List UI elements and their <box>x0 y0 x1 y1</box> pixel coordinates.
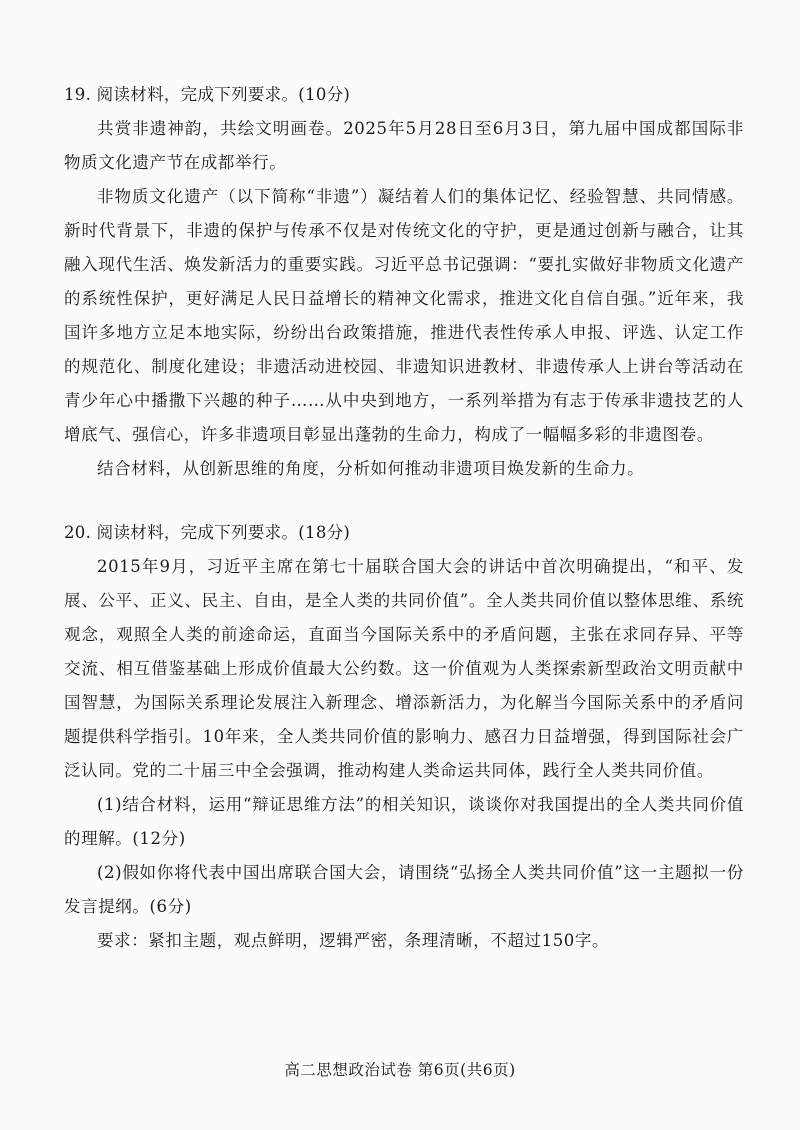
question-19-intro: 共赏非遗神韵，共绘文明画卷。2025年5月28日至6月3日，第九届中国成都国际非物质文化遗产节在成都举行。 <box>64 119 744 172</box>
question-19-task: 结合材料，从创新思维的角度，分析如何推动非遗项目焕发新的生命力。 <box>97 459 645 478</box>
page-footer: 高二思想政治试卷 第6页(共6页) <box>284 1061 516 1079</box>
question-19 <box>64 78 744 486</box>
question-20 <box>64 516 744 958</box>
section-spacer <box>64 486 744 516</box>
question-20-part-1: (1)结合材料，运用“辩证思维方法”的相关知识，谈谈你对我国提出的全人类共同价值的理解。(12分) <box>64 795 744 848</box>
question-20-part-2: (2)假如你将代表中国出席联合国大会，请围绕“弘扬全人类共同价值”这一主题拟一份发言提纲。(6分) <box>64 863 744 916</box>
question-20-requirements: 要求：紧扣主题，观点鲜明，逻辑严密，条理清晰，不超过150字。 <box>97 931 610 950</box>
exam-page <box>64 78 744 958</box>
question-19-heading: 19. 阅读材料，完成下列要求。(10分) <box>64 85 351 104</box>
question-20-material: 2015年9月，习近平主席在第七十届联合国大会的讲话中首次明确提出，“和平、发展、公平、正义、民主、自由，是全人类的共同价值”。全人类共同价值以整体思维、系统观念，观照全人类的前途命运，直面当今国际关系中的矛盾问题，主张在求同存异、平等交流、相互借鉴基础上形成价值最大公约数。这一价值观为人类探索新型政治文明贡献中国智慧，为国际关系理论发展注入新理念、增添新活力，为化解当今国际关系中的矛盾问题提供科学指引。10年来，全人类共同价值的影响力、感召力日益增强，得到国际社会广泛认同。党的二十届三中全会强调，推动构建人类命运共同体，践行全人类共同价值。 <box>64 557 744 780</box>
question-19-material: 非物质文化遗产（以下简称“非遗”）凝结着人们的集体记忆、经验智慧、共同情感。新时代背景下，非遗的保护与传承不仅是对传统文化的守护，更是通过创新与融合，让其融入现代生活、焕发新活力的重要实践。习近平总书记强调：“要扎实做好非物质文化遗产的系统性保护，更好满足人民日益增长的精神文化需求，推进文化自信自强。”近年来，我国许多地方立足本地实际，纷纷出台政策措施，推进代表性传承人申报、评选、认定工作的规范化、制度化建设；非遗活动进校园、非遗知识进教材、非遗传承人上讲台等活动在青少年心中播撒下兴趣的种子……从中央到地方，一系列举措为有志于传承非遗技艺的人增底气、强信心，许多非遗项目彰显出蓬勃的生命力，构成了一幅幅多彩的非遗图卷。 <box>64 187 744 444</box>
question-20-heading: 20. 阅读材料，完成下列要求。(18分) <box>64 523 351 542</box>
